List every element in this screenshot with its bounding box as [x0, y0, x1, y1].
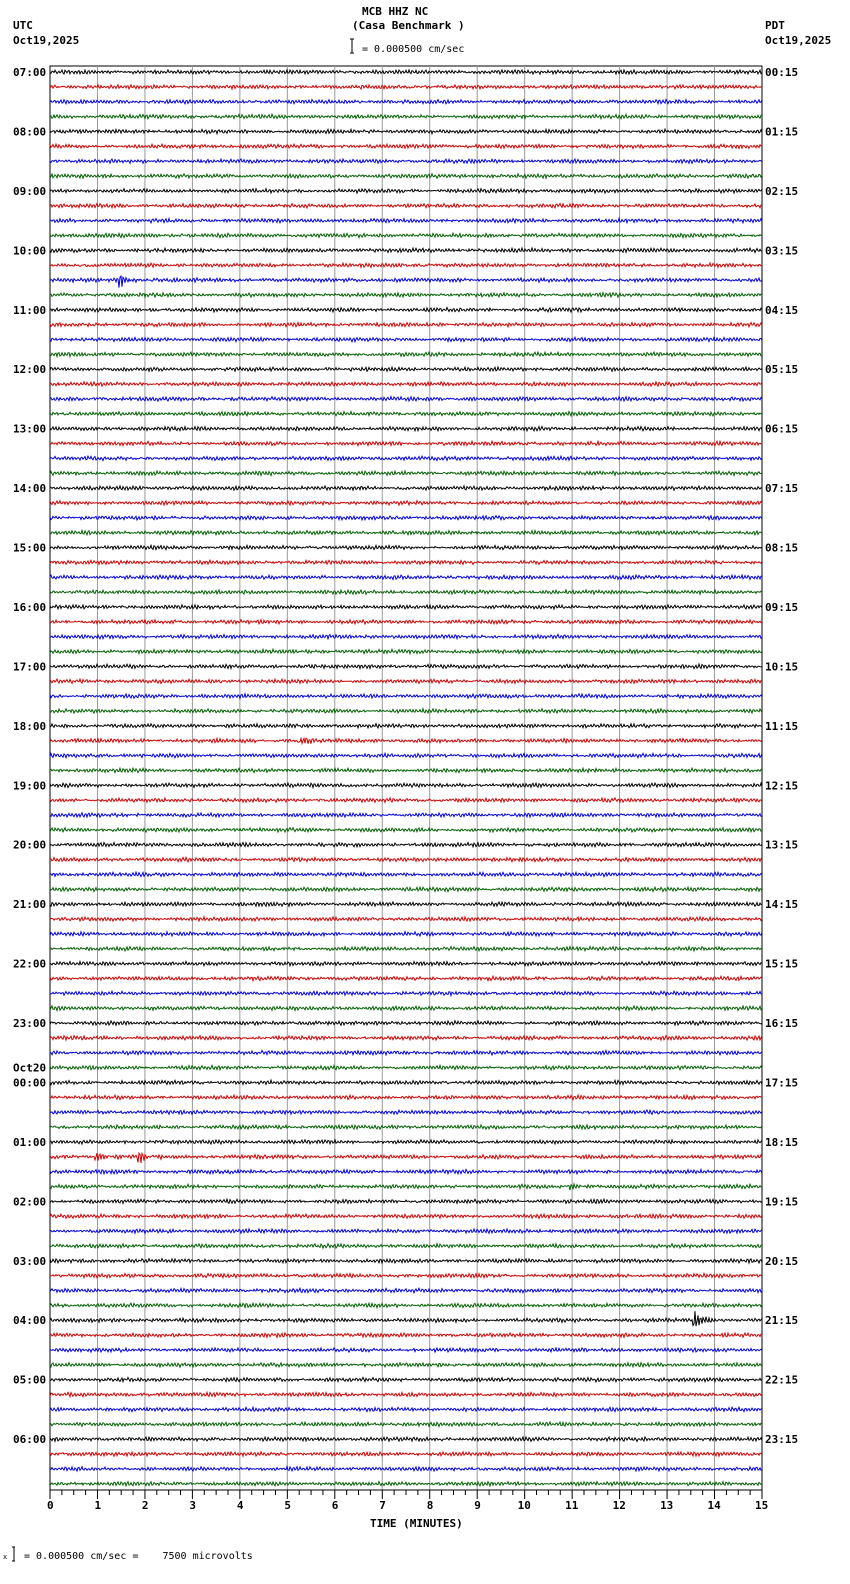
x-tick-label: 8 [426, 1499, 434, 1512]
seismic-trace [50, 323, 762, 327]
utc-hour-label: 09:00 [13, 184, 47, 198]
left-timezone: UTC [13, 19, 33, 32]
seismic-trace [50, 649, 762, 653]
x-tick-label: 0 [47, 1499, 54, 1512]
seismic-trace [50, 1006, 762, 1011]
utc-hour-label: 02:00 [13, 1195, 47, 1209]
seismic-trace [50, 70, 762, 74]
seismic-trace [50, 590, 762, 594]
pdt-hour-label: 08:15 [765, 541, 799, 555]
utc-hour-label: 22:00 [13, 957, 47, 971]
seismic-trace [50, 694, 762, 698]
seismic-trace [50, 456, 762, 460]
seismic-trace [50, 961, 762, 965]
seismic-trace [50, 575, 762, 580]
pdt-hour-label: 02:15 [765, 184, 799, 198]
pdt-hour-label: 07:15 [765, 482, 799, 496]
seismic-trace [50, 85, 762, 89]
utc-hour-label: 00:00 [13, 1076, 47, 1090]
pdt-hour-label: 15:15 [765, 957, 799, 971]
pdt-hour-label: 09:15 [765, 600, 799, 614]
seismic-trace [50, 174, 762, 178]
x-tick-label: 1 [94, 1499, 102, 1512]
footer-mark: x [3, 1553, 8, 1561]
utc-hour-label: 04:00 [13, 1314, 47, 1328]
pdt-hour-label: 18:15 [765, 1135, 799, 1149]
seismic-trace [50, 276, 762, 288]
seismic-trace [50, 218, 762, 222]
seismic-trace [50, 486, 762, 490]
seismic-trace [50, 783, 762, 787]
utc-hour-label: 23:00 [13, 1017, 47, 1031]
pdt-hour-label: 04:15 [765, 303, 799, 317]
utc-hour-label: 12:00 [13, 363, 47, 377]
pdt-hour-label: 23:15 [765, 1433, 799, 1447]
scale-bar-icon [350, 39, 354, 53]
seismic-trace [50, 293, 762, 298]
left-date: Oct19,2025 [13, 34, 80, 47]
seismic-trace [50, 263, 762, 267]
seismic-trace [50, 724, 762, 728]
right-timezone: PDT [765, 19, 785, 32]
pdt-hour-label: 03:15 [765, 244, 799, 258]
seismic-trace [50, 1095, 762, 1100]
seismic-trace [50, 917, 762, 921]
x-tick-label: 5 [284, 1499, 291, 1512]
pdt-hour-label: 14:15 [765, 898, 799, 912]
seismic-trace [50, 1153, 762, 1163]
seismic-trace [50, 753, 762, 757]
utc-date-label: Oct20 [13, 1061, 47, 1075]
x-tick-label: 12 [612, 1499, 626, 1512]
seismic-trace [50, 308, 762, 313]
utc-hour-label: 19:00 [13, 779, 47, 793]
x-tick-label: 3 [189, 1499, 197, 1512]
seismic-trace [50, 516, 762, 520]
x-tick-label: 11 [565, 1499, 579, 1512]
seismic-trace [50, 233, 762, 237]
seismic-trace [50, 189, 762, 193]
seismic-trace [50, 902, 762, 907]
utc-hour-label: 06:00 [13, 1433, 47, 1447]
seismic-trace [50, 427, 762, 431]
seismic-trace [50, 560, 762, 564]
footer-scale-bar-icon [12, 1547, 15, 1561]
seismic-trace [50, 100, 762, 104]
seismic-trace [50, 1348, 762, 1352]
seismic-trace [50, 1288, 762, 1293]
x-tick-label: 15 [755, 1499, 769, 1512]
scale-label: = 0.000500 cm/sec [362, 44, 465, 55]
seismic-trace [50, 204, 762, 208]
pdt-hour-label: 10:15 [765, 660, 799, 674]
pdt-hour-label: 00:15 [765, 66, 799, 79]
seismic-trace [50, 1333, 762, 1337]
utc-hour-label: 14:00 [13, 482, 47, 496]
seismic-trace [50, 887, 762, 891]
seismic-trace [50, 828, 762, 832]
seismic-trace [50, 1467, 762, 1472]
utc-hour-label: 13:00 [13, 422, 47, 436]
utc-hour-label: 17:00 [13, 660, 47, 674]
x-tick-label: 2 [141, 1499, 149, 1512]
seismic-trace [50, 1170, 762, 1174]
seismic-trace [50, 352, 762, 356]
seismic-trace [50, 738, 762, 743]
utc-hour-label: 05:00 [13, 1373, 47, 1387]
seismic-trace [50, 501, 762, 505]
seismic-trace [50, 144, 762, 149]
seismic-trace [50, 679, 762, 683]
seismic-trace [50, 1229, 762, 1233]
seismic-trace [50, 1140, 762, 1144]
seismic-trace [50, 1021, 762, 1026]
pdt-hour-label: 06:15 [765, 422, 799, 436]
pdt-hour-label: 19:15 [765, 1195, 799, 1209]
seismic-trace [50, 1080, 762, 1085]
seismic-trace [50, 872, 762, 876]
seismic-trace [50, 471, 762, 476]
seismic-trace [50, 768, 762, 772]
chart-title: MCB HHZ NC [362, 5, 429, 18]
pdt-hour-label: 12:15 [765, 779, 799, 793]
pdt-hour-label: 16:15 [765, 1017, 799, 1031]
seismic-trace [50, 129, 762, 134]
utc-hour-label: 15:00 [13, 541, 47, 555]
seismic-trace [50, 1422, 762, 1426]
seismic-trace [50, 1273, 762, 1277]
seismic-trace [50, 1199, 762, 1203]
seismic-trace [50, 412, 762, 416]
seismic-trace [50, 1377, 762, 1382]
footer-scale-label: = 0.000500 cm/sec = 7500 microvolts [24, 1551, 253, 1562]
utc-hour-label: 03:00 [13, 1254, 47, 1268]
seismic-trace [50, 1311, 762, 1326]
seismic-trace [50, 1303, 762, 1307]
utc-hour-label: 01:00 [13, 1135, 47, 1149]
seismic-trace [50, 1110, 762, 1114]
utc-hour-label: 10:00 [13, 244, 47, 258]
utc-hour-label: 11:00 [13, 303, 47, 317]
seismic-trace [50, 976, 762, 981]
utc-hour-label: 16:00 [13, 600, 47, 614]
seismic-trace [50, 634, 762, 638]
pdt-hour-label: 21:15 [765, 1314, 799, 1328]
seismic-trace [50, 382, 762, 387]
seismic-trace [50, 1259, 762, 1263]
seismic-trace [50, 397, 762, 402]
utc-hour-label: 21:00 [13, 898, 47, 912]
chart-subtitle: (Casa Benchmark ) [352, 19, 465, 32]
x-axis-label: TIME (MINUTES) [370, 1517, 463, 1530]
seismic-trace [50, 1363, 762, 1368]
seismic-trace [50, 664, 762, 669]
seismic-trace [50, 114, 762, 119]
seismic-trace [50, 545, 762, 549]
seismic-trace [50, 1244, 762, 1248]
pdt-hour-label: 13:15 [765, 838, 799, 852]
pdt-hour-label: 17:15 [765, 1076, 799, 1090]
seismic-trace [50, 1407, 762, 1411]
seismic-trace [50, 932, 762, 936]
seismic-trace [50, 248, 762, 252]
pdt-hour-label: 20:15 [765, 1254, 799, 1268]
seismic-trace [50, 709, 762, 714]
seismic-trace [50, 337, 762, 341]
seismic-trace [50, 620, 762, 624]
seismic-trace [50, 159, 762, 163]
seismic-trace [50, 605, 762, 609]
seismic-trace [50, 991, 762, 995]
x-tick-label: 10 [517, 1499, 531, 1512]
seismic-trace [50, 1036, 762, 1041]
pdt-hour-label: 05:15 [765, 363, 799, 377]
x-tick-label: 4 [236, 1499, 244, 1512]
utc-hour-label: 07:00 [13, 66, 47, 79]
pdt-hour-label: 22:15 [765, 1373, 799, 1387]
seismic-trace [50, 947, 762, 951]
utc-hour-label: 20:00 [13, 838, 47, 852]
seismic-trace [50, 530, 762, 534]
seismic-trace [50, 1452, 762, 1456]
seismic-trace [50, 1125, 762, 1129]
x-tick-label: 6 [331, 1499, 339, 1512]
seismic-trace [50, 798, 762, 803]
seismic-trace [50, 1214, 762, 1218]
seismic-trace [50, 1482, 762, 1486]
utc-hour-label: 18:00 [13, 719, 47, 733]
seismic-trace [50, 1437, 762, 1441]
x-tick-label: 9 [474, 1499, 481, 1512]
right-date: Oct19,2025 [765, 34, 832, 47]
x-tick-label: 7 [379, 1499, 386, 1512]
utc-hour-label: 08:00 [13, 125, 47, 139]
pdt-hour-label: 01:15 [765, 125, 799, 139]
seismic-trace [50, 367, 762, 371]
seismic-trace [50, 1184, 762, 1190]
x-tick-label: 14 [707, 1499, 721, 1512]
seismic-trace [50, 1051, 762, 1055]
seismic-trace [50, 441, 762, 445]
seismic-trace [50, 813, 762, 817]
pdt-hour-label: 11:15 [765, 719, 799, 733]
seismic-trace [50, 1065, 762, 1070]
seismic-trace [50, 843, 762, 847]
x-tick-label: 13 [660, 1499, 674, 1512]
seismic-trace [50, 1392, 762, 1396]
seismic-trace [50, 857, 762, 861]
